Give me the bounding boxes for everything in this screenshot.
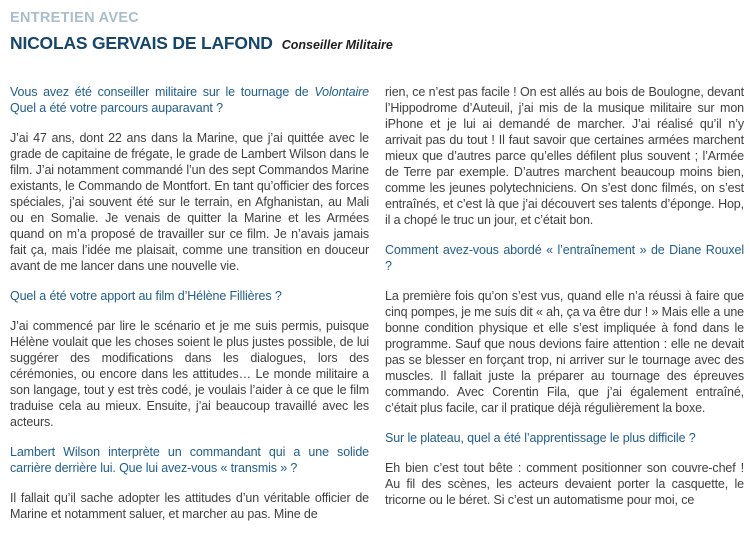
interviewee-role: Conseiller Militaire — [281, 38, 393, 52]
question-paragraph — [10, 84, 369, 116]
question-text: Comment avez-vous abordé « l’entraînement » de Diane Rouxel ? — [385, 243, 744, 273]
answer-paragraph — [385, 84, 744, 228]
answer-text: J’ai 47 ans, dont 22 ans dans la Marine, que j’ai quittée avec le grade de capitaine de frégate, le grade de Lambert Wilson dans le film. J’ai notamment commandé l’un des sept Commandos Marine existants, le Commando de Montfort. En tant qu’officier des forces spéciales, j’ai souvent été sur le terrain, en Afghanistan, au Mali ou en Somalie. Je venais de quitter la Marine et les Armées quand on m’a proposé de travailler sur ce film. Je n’avais jamais fait ça, mais l’idée me plaisait, comme une transition en douceur avant de me lancer dans une nouvelle vie. — [10, 131, 369, 273]
question-paragraph — [385, 430, 744, 446]
right-column — [385, 84, 744, 536]
answer-paragraph — [385, 288, 744, 416]
question-paragraph — [385, 242, 744, 274]
answer-text: J’ai commencé par lire le scénario et je me suis permis, puisque Hélène voulait que les choses soient le plus justes possible, de lui suggérer des modifications dans les dialogues, lors des cérémonies, ou encore dans les attitudes… Le monde militaire a son langage, tout y est très codé, je voulais l’aider à ce que le film traduise cela au mieux. Ensuite, j’ai beaucoup travaillé avec les acteurs. — [10, 319, 369, 429]
question-text-italic: Volontaire — [314, 85, 369, 99]
answer-text: Il fallait qu’il sache adopter les attitudes d’un véritable officier de Marine et notamment saluer, et marcher au pas. Mine de — [10, 491, 369, 521]
answer-text: Eh bien c’est tout bête : comment positionner son couvre-chef ! Au fil des scènes, les acteurs devaient porter la casquette, le tricorne ou le béret. Si c’est un automatisme pour moi, ce — [385, 461, 744, 507]
question-paragraph — [10, 288, 369, 304]
answer-text: rien, ce n’est pas facile ! On est allés au bois de Boulogne, devant l’Hippodrome d’Auteuil, j’ai mis de la musique militaire sur mon iPhone et je lui ai demandé de marcher. J’ai réalisé qu’il n’y arrivait pas du tout ! Il faut savoir que certaines armées marchent mieux que d’autres parce qu’elles défilent plus souvent ; l’Armée de Terre par exemple. D’autres marchent beaucoup moins bien, comme les jeunes polytechniciens. On s’est donc filmés, on s’est entraînés, et c’est là que j’ai découvert ses talents d’éponge. Hop, il a chopé le truc un jour, et c’était bon. — [385, 85, 744, 227]
answer-paragraph — [10, 318, 369, 430]
interviewee-name: NICOLAS GERVAIS DE LAFOND — [10, 33, 273, 53]
question-paragraph — [10, 444, 369, 476]
question-text: Lambert Wilson interprète un commandant qui a une solide carrière derrière lui. Que lui avez-vous « transmis » ? — [10, 445, 369, 475]
question-text: Sur le plateau, quel a été l’apprentissage le plus difficile ? — [385, 431, 696, 445]
question-text: Vous avez été conseiller militaire sur le tournage de — [10, 85, 315, 99]
question-text: Quel a été votre apport au film d’Hélène Fillières ? — [10, 289, 282, 303]
article-header — [10, 10, 744, 54]
answer-text: La première fois qu’on s’est vus, quand elle n’a réussi à faire que cinq pompes, je me suis dit « ah, ça va être dur ! » Mais elle a une bonne condition physique et elle s’est impliquée à fond dans le programme. Sauf que nous devions faire attention : elle ne devait pas se blesser en forçant trop, ni arriver sur le tournage avec des muscles. Il fallait juste la préparer au tournage des épreuves commando. Avec Corentin Fila, que j’ai également entraîné, c’était plus facile, car il pratique déjà régulièrement la boxe. — [385, 289, 744, 415]
answer-paragraph — [10, 130, 369, 274]
answer-paragraph — [10, 490, 369, 522]
kicker-text: ENTRETIEN AVEC — [10, 10, 140, 26]
left-column — [10, 84, 369, 536]
question-text: Quel a été votre parcours auparavant ? — [10, 101, 223, 115]
title-row — [10, 33, 744, 54]
answer-paragraph — [385, 460, 744, 508]
article-body — [10, 84, 744, 536]
